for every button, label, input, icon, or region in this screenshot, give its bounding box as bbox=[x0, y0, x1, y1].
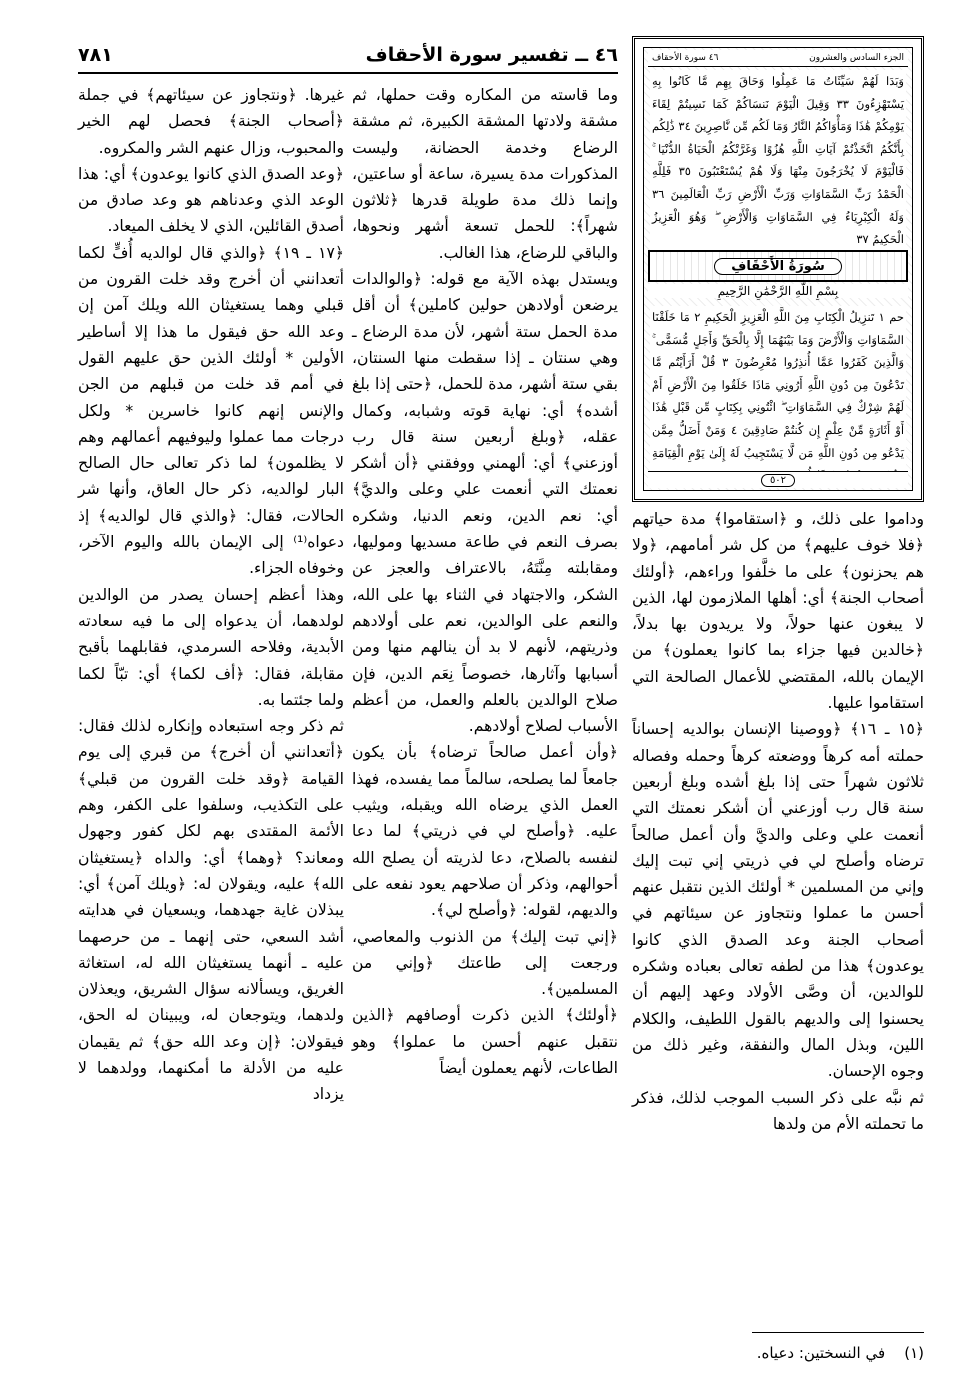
footnote-marker: (١) bbox=[904, 1344, 924, 1362]
mushaf-verse: مَا خَلَقْنَا السَّمَاوَاتِ وَالْأَرْضَ وَمَا بَيْنَهُمَا إِلَّا بِالْحَقِّ وَأَجَلٍ مُّسَمًّى ۚ وَالَّذِينَ كَفَرُوا عَمَّا أُنذِرُوا مُعْرِضُونَ ٣ bbox=[652, 310, 905, 370]
mushaf-verses-before bbox=[650, 70, 906, 251]
mushaf-page-frame bbox=[632, 36, 924, 502]
paragraph: ثم نبَّه على ذكر السبب الموجب لذلك، فذكر ما تحملته الأم من ولدها bbox=[632, 1088, 924, 1133]
mushaf-verse: قُلْ أَرَأَيْتُم مَّا تَدْعُونَ مِن دُونِ اللَّهِ أَرُونِي مَاذَا خَلَقُوا مِنَ الْأَرْضِ أَمْ لَهُمْ شِرْكٌ فِي السَّمَاوَاتِ ۖ ائْتُونِي بِكِتَابٍ مِّن قَبْلِ هَٰذَا أَوْ أَثَارَةٍ مِّنْ عِلْمٍ إِن كُنتُمْ صَادِقِينَ ٤ bbox=[652, 355, 905, 437]
mushaf-verse: وَمَنْ أَضَلُّ مِمَّن يَدْعُو مِن دُونِ اللَّهِ مَن لَّا يَسْتَجِيبُ لَهُ إِلَىٰ يَوْمِ الْقِيَامَةِ bbox=[652, 422, 904, 460]
paragraph: وما قاسته من المكاره وقت حملها، ثم مشقة ولادتها المشقة الكبيرة، ثم مشقة الرضاع وخدمة الحضانة، وليست المذكورات مدة يسيرة، ساعة أو ساعتين، وإنما ذلك مدة طويلة قدرها ﴿ثلاثون شهراً﴾: للحمل تسعة أشهر ونحوها، والباقي للرضاع، هذا الغالب. bbox=[352, 86, 618, 262]
paragraph: ثم ذكر وجه استبعاده وإنكاره لذلك فقال: ﴿أتعدانني أن أخرج﴾ من قبري إلى يوم القيامة ﴿وقد خلت القرون من قبلي﴾ على التكذيب، وسلفوا على الكفر، وهم الأئمة المقتدى بهم لكل كفور وجهول ومعاند؟ ﴿وهما﴾ أي: والداه ﴿يستغيثان الله﴾ عليه، ويقولان له: ﴿ويلك آمن﴾ أي: يبذلان غاية جهدهما، ويسعيان في هدايته أشد السعي، حتى إنهما ـ من حرصهما عليه ـ أنهما يستغيثان الله له، استغاثة الغريق، ويسألانه سؤال الشريق، ويعذلان ولدهما، ويتوجعان له، ويبينان له الحق، فيقولان: ﴿إن وعد الله حق﴾ ثم يقيمان عليه من الأدلة ما أمكنهما، وولدهما لا يزداد bbox=[78, 717, 344, 1104]
mushaf-verses-after bbox=[650, 306, 906, 487]
paragraph: وهذا أعظم إحسان يصدر من الوالدين لولدهما، أن يدعواه إلى ما فيه سعادته الأبدية، وفلاحه السرمدي، فقابلهما بأقبح مقابلة، فقال: ﴿أف لكما﴾ أي: تبّاً لكما ولما جئتما به. bbox=[78, 585, 344, 709]
header-divider bbox=[78, 72, 618, 74]
mushaf-top-bar bbox=[648, 50, 908, 67]
footnote-divider bbox=[752, 1332, 924, 1333]
surah-title: سُورَةُ الأَحْقَافِ bbox=[714, 258, 841, 275]
mushaf-verse: وَقِيلَ الْيَوْمَ نَنسَاكُمْ كَمَا نَسِيتُمْ لِقَاءَ يَوْمِكُمْ هَٰذَا وَمَأْوَاكُمُ النَّارُ وَمَا لَكُم مِّن نَّاصِرِينَ ٣٤ bbox=[652, 96, 905, 134]
mushaf-bottom-bar bbox=[648, 471, 908, 488]
mushaf-page-number: ٥٠٢ bbox=[761, 474, 795, 487]
text-column-right bbox=[632, 506, 924, 1137]
paragraph: ويستدل بهذه الآية مع قوله: ﴿والوالدات يرضعن أولادهن حولين كاملين﴾ أن أقل مدة الحمل ستة أشهر، لأن مدة الرضاع ـ وهي سنتان ـ إذا سقطت منها السنتان، بقي ستة أشهر، مدة للحمل، ﴿حتى إذا بلغ أشده﴾ أي: نهاية قوته وشبابه، وكمال عقله، ﴿وبلغ أربعين سنة قال رب أوزعني﴾ أي: ألهمني ووفقني ﴿أن أشكر نعمتك التي أنعمت علي وعلى والديَّ﴾ أي: نعم الدين، ونعم الدنيا، وشكره بصرف النعم في طاعة مسديها وموليها، ومقابلته مِنَّتَهُ، بالاعتراف والعجز عن الشكر، والاجتهاد في الثناء بها على الله، والنعم على الوالدين، نعم على أولادهم وذريتهم، لأنهم لا بد أن ينالهم منها ومن أسبابها وآثارها، خصوصاً نِعَم الدين، فإن صلاح الوالدين بالعلم والعمل، من أعظم الأسباب لصلاح أولادهم. bbox=[352, 270, 618, 736]
footnote bbox=[600, 1344, 924, 1362]
paragraph: ﴿إني تبت إليك﴾ من الذنوب والمعاصي، ورجعت إلى طاعتك ﴿وإني من المسلمين﴾. bbox=[352, 927, 618, 999]
text-column-left bbox=[78, 82, 344, 1108]
mushaf-juz-label: الجزء السادس والعشرون bbox=[809, 53, 904, 63]
paragraph: وداموا على ذلك، و ﴿استقاموا﴾ مدة حياتهم ﴿فلا خوف عليهم﴾ من كل شر أمامهم، ﴿ولا هم يحزنون﴾ على ما خلَّفوا وراءهم، ﴿أولئك أصحاب الجنة﴾ أي: أهلها الملازمون لها، الذين لا يبغون عنها حولاً، ولا يريدون بها بدلاً، ﴿خالدين فيها جزاء بما كانوا يعملون﴾ من الإيمان بالله، المقتضي للأعمال الصالحة التي استقاموا عليها. bbox=[632, 510, 924, 713]
paragraph: ﴿وأن أعمل صالحاً ترضاه﴾ بأن يكون جامعاً لما يصلحه، سالماً مما يفسده، فهذا العمل الذي يرضاه الله ويقبله، ويثيب عليه. ﴿وأصلح لي في ذريتي﴾ لما دعا لنفسه بالصلاح، دعا لذريته أن يصلح الله أحوالهم، وذكر أن صلاحهم يعود نفعه على والديهم، لقوله: ﴿وأصلح لي﴾. bbox=[352, 743, 618, 920]
footnote-text: في النسختين: دعياه. bbox=[756, 1344, 886, 1362]
text-column-middle bbox=[352, 82, 618, 1081]
running-title: ٤٦ ــ تفسير سورة الأحقاف bbox=[365, 44, 618, 66]
page-header bbox=[78, 42, 618, 70]
paragraph: غيرها. ﴿ونتجاوز عن سيئاتهم﴾ في جملة ﴿أصحاب الجنة﴾ فحصل لهم الخير والمحبوب، وزال عنهم الشر والمكروه. bbox=[78, 86, 344, 157]
mushaf-verse: ذَٰلِكُم بِأَنَّكُمُ اتَّخَذْتُمْ آيَاتِ اللَّهِ هُزُوًا وَغَرَّتْكُمُ الْحَيَاةُ الدُّنْيَا ۚ فَالْيَوْمَ لَا يُخْرَجُونَ مِنْهَا وَلَا هُمْ يُسْتَعْتَبُونَ ٣٥ bbox=[652, 119, 905, 179]
paragraph: ﴿١٥ ـ ١٦﴾ ﴿ووصينا الإنسان بوالديه إحساناً حملته أمه كرهاً ووضعته كرهاً وحمله وفصاله ثلاثون شهراً حتى إذا بلغ أشده وبلغ أربعين سنة قال رب أوزعني أن أشكر نعمتك التي أنعمت علي وعلى والديَّ وأن أعمل صالحاً ترضاه وأصلح لي في ذريتي إني تبت إليك وإني من المسلمين * أولئك الذين نتقبل عنهم أحسن ما عملوا ونتجاوز عن سيئاتهم في أصحاب الجنة وعد الصدق الذي كانوا يوعدون﴾ هذا من لطفه تعالى بعباده وشكره للوالدين، أن وصَّى الأولاد وعهد إليهم أن يحسنوا إلى والديهم بالقول اللطيف، والكلام اللين، وبذل المال والنفقة، وغير ذلك من وجوه الإحسان. bbox=[632, 720, 924, 1081]
basmala: بِسْمِ اللَّهِ الرَّحْمَٰنِ الرَّحِيمِ bbox=[648, 284, 908, 298]
paragraph: ﴿١٧ ـ ١٩﴾ ﴿والذي قال لوالديه أُفٍّ لكما أتعدانني أن أخرج وقد خلت القرون من قبلي وهما يستغيثان الله ويلك آمن إن وعد الله حق فيقول ما هذا إلا أساطير الأولين * أولئك الذين حق عليهم القول في أمم قد خلت من قبلهم من الجن والإنس إنهم كانوا خاسرين * ولكل درجات مما عملوا وليوفيهم أعمالهم وهم لا يظلمون﴾ لما ذكر تعالى حال الصالح البار لوالديه، ذكر حال العاق، وأنها شر الحالات، فقال: ﴿والذي قال لوالديه﴾ إذ دعواه⁽¹⁾ إلى الإيمان بالله واليوم الآخر، وخوفاه الجزاء. bbox=[78, 243, 344, 578]
paragraph: ﴿أولئك﴾ الذين ذكرت أوصافهم ﴿الذين نتقبل عنهم أحسن ما عملوا﴾ وهو الطاعات، لأنهم يعملون أيضاً bbox=[352, 1006, 618, 1077]
mushaf-surah-label: ٤٦ سورة الأحقاف bbox=[652, 53, 719, 63]
mushaf-ornament-border bbox=[643, 47, 913, 491]
mushaf-verse: حم ١ تَنزِيلُ الْكِتَابِ مِنَ اللَّهِ الْعَزِيزِ الْحَكِيمِ ٢ bbox=[694, 310, 905, 324]
page-number: ٧٨١ bbox=[78, 44, 113, 66]
surah-title-band bbox=[648, 250, 908, 282]
mushaf-verse: فَلِلَّهِ الْحَمْدُ رَبِّ السَّمَاوَاتِ وَرَبِّ الْأَرْضِ رَبِّ الْعَالَمِينَ ٣٦ وَلَهُ الْكِبْرِيَاءُ فِي السَّمَاوَاتِ وَالْأَرْضِ ۖ وَهُوَ الْعَزِيزُ الْحَكِيمُ ٣٧ bbox=[652, 164, 904, 247]
paragraph: ﴿وعد الصدق الذي كانوا يوعدون﴾ أي: هذا الوعد الذي وعدناهم هو وعد صادق من أصدق القائلين، الذي لا يخلف الميعاد. bbox=[78, 164, 344, 236]
mushaf-verse: وَبَدَا لَهُمْ سَيِّئَاتُ مَا عَمِلُوا وَحَاقَ بِهِم مَّا كَانُوا بِهِ يَسْتَهْزِءُونَ ٣٣ bbox=[652, 74, 905, 111]
